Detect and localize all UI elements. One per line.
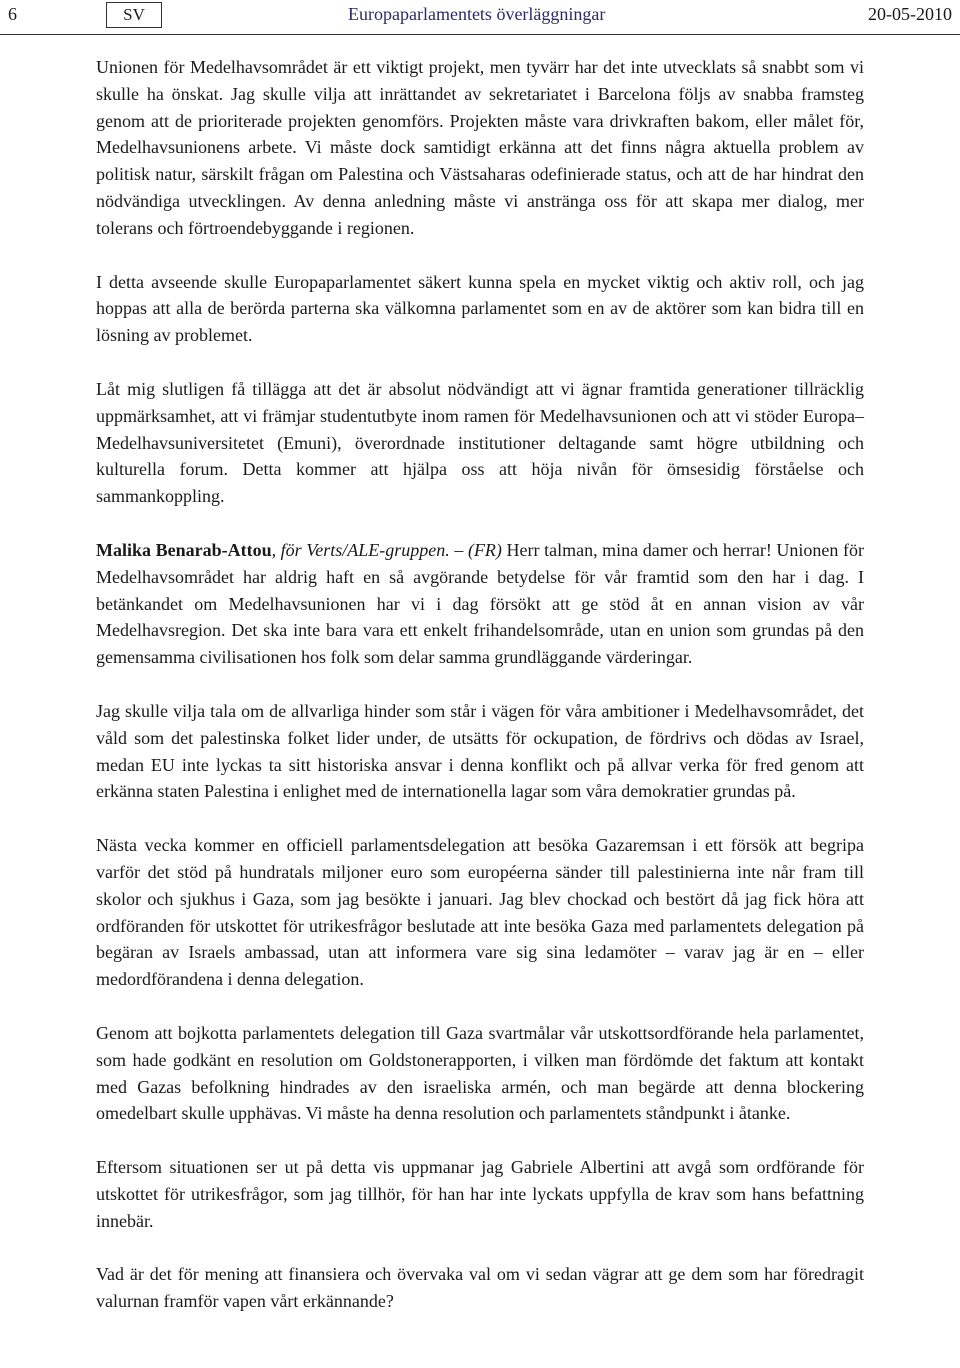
page-header — [0, 0, 960, 35]
speech-paragraph-1: Jag skulle vilja tala om de allvarliga hinder som står i vägen för våra ambitioner i Medelhavsområdet, det våld som det palestinska folket lider under, de utsätts för ockupation, de fördrivs och dödas av Israel, medan EU inte lyckas ta sitt historiska ansvar i denna konflikt och på allvar verka för fred genom att erkänna staten Palestina i enlighet med de internationella lagar som våra demokratier grundas på. — [96, 700, 864, 802]
speaker-affiliation: , för Verts/ALE-gruppen. – (FR) — [271, 539, 502, 560]
speech-paragraph-4: Eftersom situationen ser ut på detta vis uppmanar jag Gabriele Albertini att avgå som ordförande för utskottet för utrikesfrågor, som jag tillhör, för han har inte lyckats uppfylla de krav som hans befattning innebär. — [96, 1157, 864, 1231]
speech-opening-text: Herr talman, mina damer och herrar! Unionen för Medelhavsområdet har aldrig haft en så avgörande betydelse för vår framtid som den har i dag. I betänkandet om Medelhavsunionen har vi i dag försökt att ge stöd åt en annan vision av vår Medelhavsregion. Det ska inte bara vara ett enkelt frihandelsområde, utan en union som grundas på den gemensamma civilisationen hos folk som delar samma grundläggande värderingar. — [96, 539, 864, 668]
paragraph-3: Låt mig slutligen få tillägga att det är absolut nödvändigt att vi ägnar framtida generationer tillräcklig uppmärksamhet, att vi främjar studentutbyte inom ramen för Medelhavsunionen och att vi stöder Europa–Medelhavsuniversitetet (Emuni), överordnade institutioner deltagande samt högre utbildning och kulturella forum. Detta kommer att hjälpa oss att höja nivån för ömsesidig förståelse och sammankoppling. — [96, 378, 864, 507]
page-number: 6 — [8, 4, 17, 24]
speech-paragraph-2: Nästa vecka kommer en officiell parlamentsdelegation att besöka Gazaremsan i ett försök att begripa varför det stöd på hundratals miljoner euro som européerna sänder till palestinierna inte når fram till skolor och sjukhus i Gaza, som jag besökte i januari. Jag blev chockad och bestört då jag fick höra att ordföranden för utskottet för utrikesfrågor beslutade att inte besöka Gaza med parlamentets delegation på begäran av Israels ambassad, utan att informera vare sig sina ledamöter – varav jag är en – eller medordförandena i denna delegation. — [96, 835, 864, 990]
paragraph-1: Unionen för Medelhavsområdet är ett viktigt projekt, men tyvärr har det inte utvecklats så snabbt som vi skulle ha önskat. Jag skulle vilja att inrättandet av sekretariatet i Barcelona följs av snabba framsteg genom att de prioriterade projekten genomförs. Projekten måste vara drivkraften bakom, eller målet för, Medelhavsunionens arbete. Vi måste dock samtidigt erkänna att det finns några aktuella problem av politisk natur, särskilt frågan om Palestina och Västsaharas odefinierade status, och att de har hindrat den nödvändiga utvecklingen. Av denna anledning måste vi anstränga oss för att skapa mer dialog, mer tolerans och förtroendebyggande i regionen. — [96, 57, 864, 238]
speech-paragraph-5: Vad är det för mening att finansiera och övervaka val om vi sedan vägrar att ge dem som har föredragit valurnan framför vapen vårt erkännande? — [96, 1264, 864, 1312]
paragraph-2: I detta avseende skulle Europaparlamentet säkert kunna spela en mycket viktig och aktiv roll, och jag hoppas att alla de berörda parterna ska välkomna parlamentet som en av de aktörer som kan bidra till en lösning av problemet. — [96, 271, 864, 346]
speech-paragraph-3: Genom att bojkotta parlamentets delegation till Gaza svartmålar vår utskottsordförande hela parlamentet, som hade godkänt en resolution om Goldstonerapporten, i vilken man fördömde det faktum att kontakt med Gazas befolkning hindrades av den israeliska armén, och man begärde att denna blockering omedelbart skulle upphävas. Vi måste ha denna resolution och parlamentets ståndpunkt i åtanke. — [96, 1022, 864, 1124]
language-badge: SV — [106, 2, 162, 28]
header-date: 20-05-2010 — [868, 4, 952, 24]
document-body — [96, 54, 864, 1342]
speaker-name: Malika Benarab-Attou — [96, 539, 272, 560]
speech-opening-paragraph — [96, 537, 864, 671]
running-title: Europaparlamentets överläggningar — [348, 4, 606, 24]
